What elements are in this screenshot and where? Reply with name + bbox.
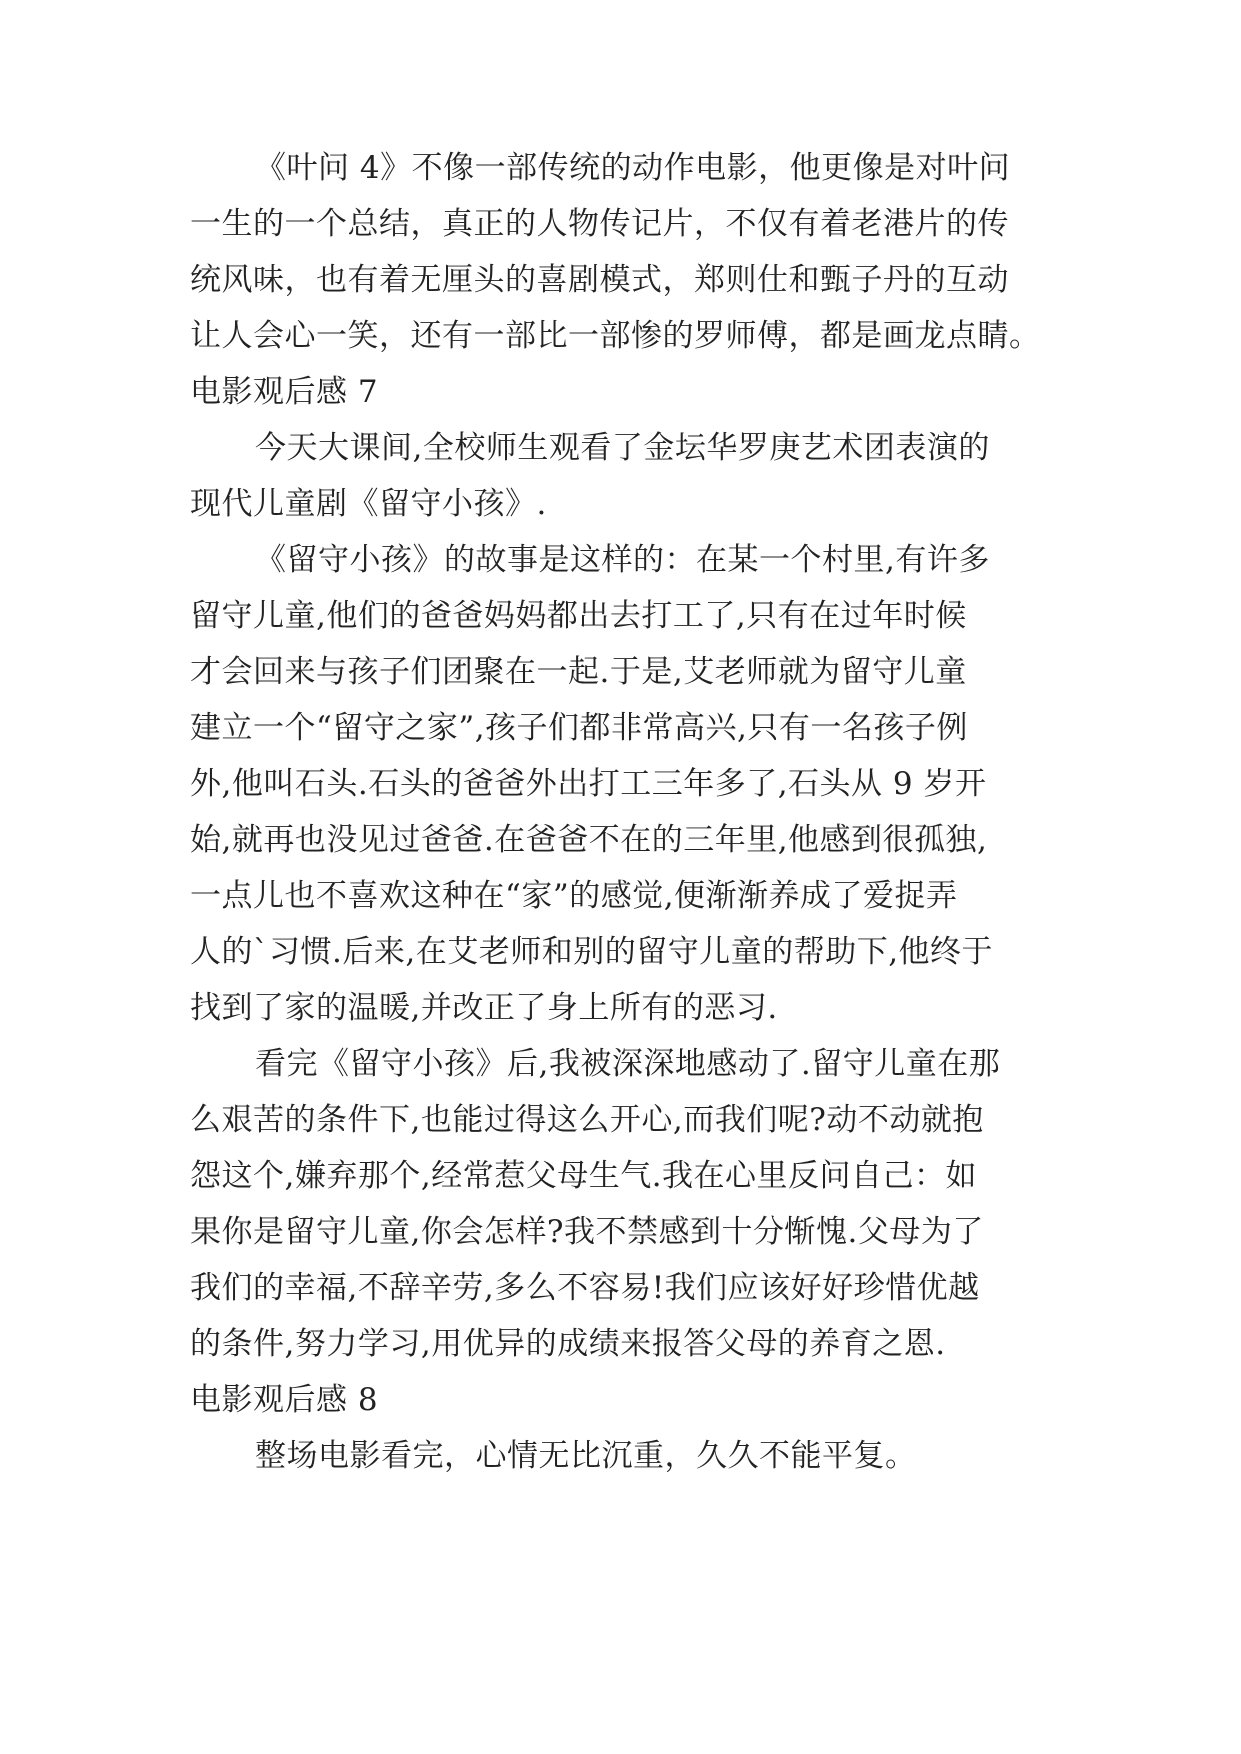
paragraph-line: 《叶问 4》不像一部传统的动作电影，他更像是对叶问 <box>255 150 1011 186</box>
paragraph-line: 的条件,努力学习,用优异的成绩来报答父母的养育之恩. <box>190 1326 946 1362</box>
paragraph-line: 果你是留守儿童,你会怎样?我不禁感到十分惭愧.父母为了 <box>190 1214 984 1250</box>
paragraph-line: 一点儿也不喜欢这种在“家”的感觉,便渐渐养成了爱捉弄 <box>190 878 958 914</box>
paragraph-line: 整场电影看完，心情无比沉重，久久不能平复。 <box>255 1438 917 1474</box>
paragraph-line: 建立一个“留守之家”,孩子们都非常高兴,只有一名孩子例 <box>190 710 968 746</box>
paragraph-line: 统风味，也有着无厘头的喜剧模式，郑则仕和甄子丹的互动 <box>190 262 1009 298</box>
paragraph-line: 现代儿童剧《留守小孩》. <box>190 486 547 522</box>
paragraph-line: 我们的幸福,不辞辛劳,多么不容易!我们应该好好珍惜优越 <box>190 1270 980 1306</box>
section-heading: 电影观后感 8 <box>190 1382 379 1418</box>
paragraph-line: 看完《留守小孩》后,我被深深地感动了.留守儿童在那 <box>255 1046 1001 1082</box>
paragraph-line: 找到了家的温暖,并改正了身上所有的恶习. <box>190 990 778 1026</box>
paragraph-line: 怨这个,嫌弃那个,经常惹父母生气.我在心里反问自己：如 <box>190 1158 978 1194</box>
paragraph-line: 《留守小孩》的故事是这样的：在某一个村里,有许多 <box>255 542 990 578</box>
paragraph-line: 始,就再也没见过爸爸.在爸爸不在的三年里,他感到很孤独, <box>190 822 988 858</box>
paragraph-line: 一生的一个总结，真正的人物传记片，不仅有着老港片的传 <box>190 206 1009 242</box>
paragraph-line: 么艰苦的条件下,也能过得这么开心,而我们呢?动不动就抱 <box>190 1102 984 1138</box>
section-heading: 电影观后感 7 <box>190 374 379 410</box>
paragraph-line: 让人会心一笑，还有一部比一部惨的罗师傅，都是画龙点睛。 <box>190 318 1041 354</box>
paragraph-line: 外,他叫石头.石头的爸爸外出打工三年多了,石头从 9 岁开 <box>190 766 987 802</box>
paragraph-line: 今天大课间,全校师生观看了金坛华罗庚艺术团表演的 <box>255 430 990 466</box>
paragraph-line: 留守儿童,他们的爸爸妈妈都出去打工了,只有在过年时候 <box>190 598 967 634</box>
paragraph-line: 才会回来与孩子们团聚在一起.于是,艾老师就为留守儿童 <box>190 654 967 690</box>
paragraph-line: 人的`习惯.后来,在艾老师和别的留守儿童的帮助下,他终于 <box>190 934 994 970</box>
